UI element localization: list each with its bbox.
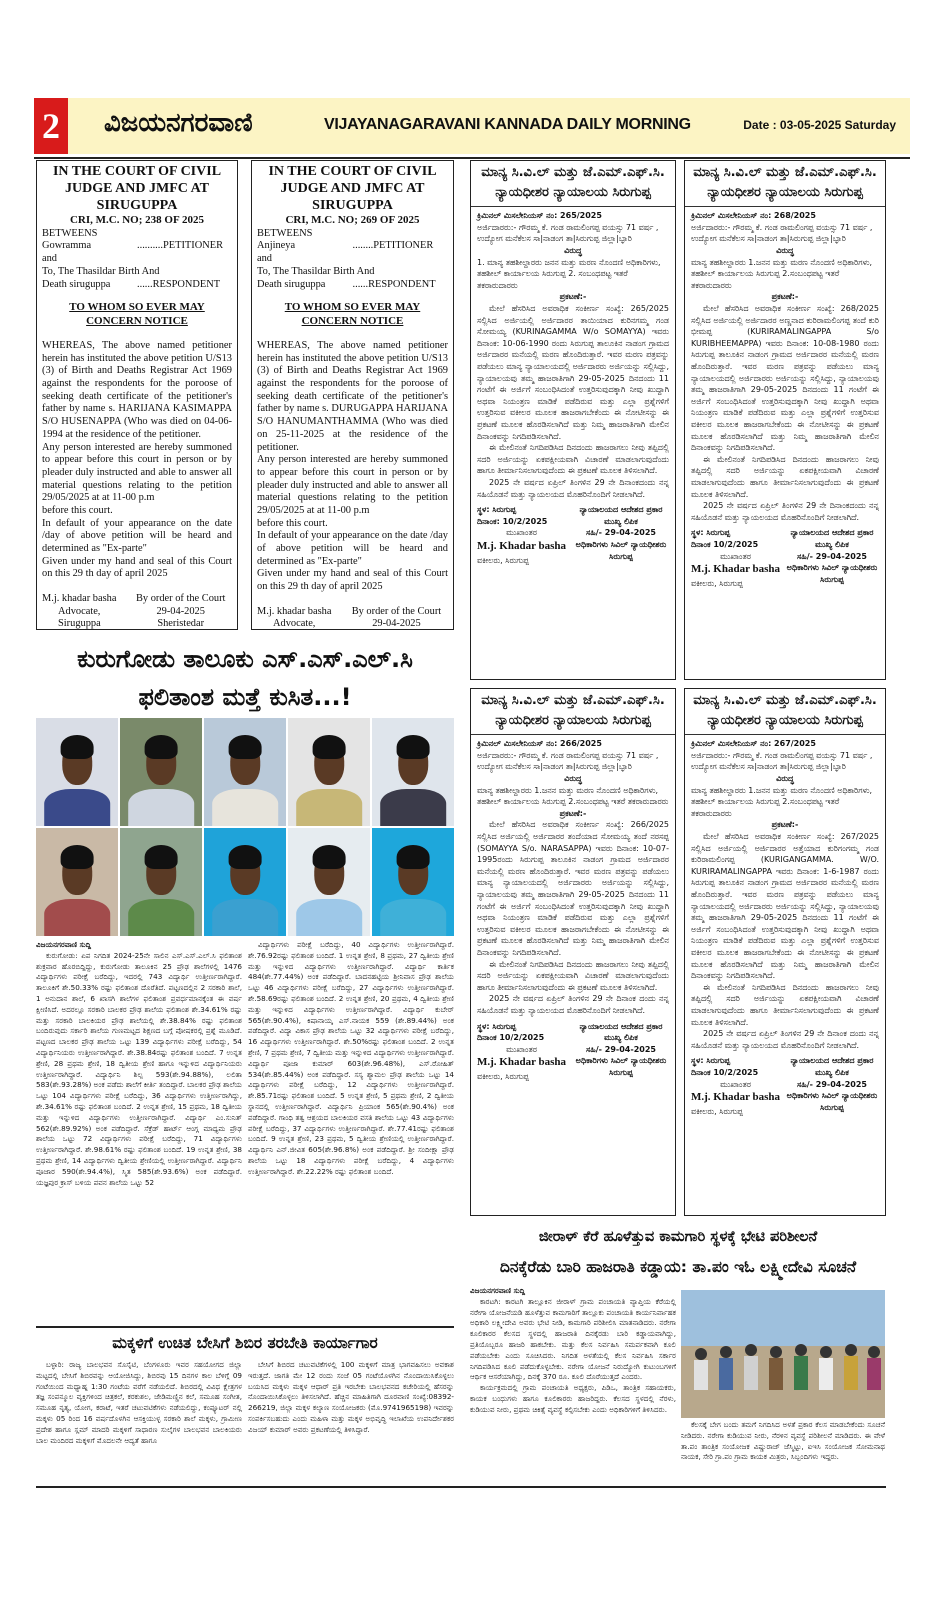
sslc-article: [36, 940, 454, 1324]
divider: [36, 1326, 454, 1328]
lake-article-text: ಕಾರಟಗಿ: ಕಾರಟಗಿ ತಾಲ್ಲೂಕಿನ ಜೀರಾಳ್ ಗ್ರಾಮ ಪಂಚಾಯತಿ ವ್ಯಾಪ್ತಿಯ ಕೆರೆಯಲ್ಲಿ ನರೇಗಾ ಯೋಜನೆಯಡಿ ಹೂಳೆತ್ತುವ ಕಾಮಗಾರಿಗೆ ತಾಲ್ಲೂಕು ಪಂಚಾಯತಿ ಕಾರ್ಯನಿರ್ವಾಹಕ ಅಧಿಕಾರಿ ಲಕ್ಷ್ಮೀದೇವಿ ಅವರು ಭೇಟಿ ನೀಡಿ, ಕಾಮಗಾರಿ ಪರಿಶೀಲಿಸಿ ಮಾತನಾಡಿದರು. ನರೇಗಾ ಕೂಲಿಕಾರರ ಕೆಲಸದ ಸ್ಥಳದಲ್ಲಿ ಹಾಜರಾತಿ ದಿನಕ್ಕೆರಡು ಬಾರಿ ಕಡ್ಡಾಯವಾಗಿದ್ದು, ಪ್ರತಿಯೊಬ್ಬರೂ ಹಾಜರಿ ಹಾಕಬೇಕು. ಮತ್ತು ಕೆಲಸ ನಿರ್ವಹಿಸಿ ಸಮರ್ಪಕವಾಗಿ ಕೂಲಿ ಪಡೆಯಬೇಕು ಎಂದು ಸೂಚಿಸಿದರು. ನಿಗದಿತ ಅಳತೆಯಲ್ಲಿ ಕೆಲಸ ನಿರ್ವಹಿಸಿ ಸರ್ಕಾರ ನಿಗದಿಪಡಿಸಿದ ಕೂಲಿ ಪಡೆದುಕೊಳ್ಳಬೇಕು. ನರೇಗಾ ಯೋಜನೆ ನಿರುದ್ಯೋಗಿ ಕುಟುಂಬಗಳಿಗೆ ಆರ್ಥಿಕ ಆಸರೆಯಾಗಿದ್ದು, ದಿನಕ್ಕೆ 370 ರೂ. ಕೂಲಿ ದೊರೆಯುತ್ತದೆ ಎಂದರು.: [470, 1296, 676, 1382]
lake-inspection-photo: [681, 1290, 885, 1418]
notice-versus: ವಿರುದ್ಧ: [564, 774, 582, 784]
notice-applicant: ಅರ್ಜಿದಾರರು:- ಗೌರಮ್ಮ ಕೆ. ಗಂಡ ರಾಮಲಿಂಗಪ್ಪ ವಯಸ್ಸು 71 ವರ್ಷ , ಉದ್ಯೋಗ ಮನೆಕೆಲಸ ಸಾ|ನಾಡಂಗ ತಾ|ಸಿರುಗುಪ್ಪ ಜಿಲ್ಲಾ|ಬ್ಳಾರಿ: [691, 222, 873, 244]
student-hair: [61, 735, 94, 759]
notice-label: ಪ್ರಕಟಣೆ:-: [559, 808, 587, 818]
notice-date: ದಿನಾಂಕ 10/2/2025: [477, 1033, 545, 1043]
notice-body: before this court.: [257, 517, 328, 529]
camp-article-col1: [36, 1360, 242, 1480]
notice-paragraph: 2025 ನೇ ವರ್ಷದ ಏಪ್ರಿಲ್ ತಿಂಗಳಿನ 29 ನೇ ದಿನಾಂಕ ದಂದು ನನ್ನ ಸಹಿಯೊಡನೆ ಮತ್ತು ನ್ಯಾಯಲಯದ ಮೊಹರಿನೊಂದಿಗೆ ನೀಡಲಾಗಿದೆ.: [691, 1029, 879, 1050]
sslc-article-text: ವಿದ್ಯಾರ್ಥಿಗಳು ಪರೀಕ್ಷೆ ಬರೆದಿದ್ದು, 40 ವಿದ್ಯಾರ್ಥಿಗಳು ಉತ್ತೀರ್ಣರಾಗಿದ್ದಾರೆ. ಶೇ.76.92ರಷ್ಟು ಫಲಿತಾಂಶ ಬಂದಿದೆ. 1 ಉನ್ನತ ಶ್ರೇಣಿ, 8 ಪ್ರಥಮ, 27 ದ್ವಿತೀಯ ಶ್ರೇಣಿ ಮತ್ತು ಇನ್ನುಳಿದ ವಿದ್ಯಾರ್ಥಿಗಳು ಉತ್ತೀರ್ಣರಾಗಿದ್ದಾರೆ. ವಿದ್ಯಾರ್ಥಿ ಕಾರ್ತಿಕ 484(ಶೇ.77.44%) ಅಂಕ ಪಡೆದಿದ್ದಾರೆ. ಬಾದನಹಟ್ಟಿಯ ಶ್ರೀನಿವಾಸ ಪ್ರೌಢ ಶಾಲೆಯ ಒಟ್ಟು 46 ವಿದ್ಯಾರ್ಥಿಗಳು ಪರೀಕ್ಷೆ ಬರೆದಿದ್ದು, 27 ವಿದ್ಯಾರ್ಥಿಗಳು ಉತ್ತೀರ್ಣರಾಗಿದ್ದಾರೆ. ಶೇ.58.69ರಷ್ಟು ಫಲಿತಾಂಶ ಬಂದಿದೆ. 2 ಉನ್ನತ ಶ್ರೇಣಿ, 20 ಪ್ರಥಮ, 4 ದ್ವಿತೀಯ ಶ್ರೇಣಿ ಮತ್ತು ಇನ್ನುಳಿದ ವಿದ್ಯಾರ್ಥಿಗಳು ಉತ್ತೀರ್ಣರಾಗಿದ್ದಾರೆ. ವಿದ್ಯಾರ್ಥಿ ಕುಬೇರ್ 565(ಶೇ.90.4%), ಕಿಷಾನಾಯ್ಕ ಎಸ್.ನಾಯಕ 559 (ಶೇ.89.44%) ಅಂಕ ಪಡೆದಿದ್ದಾರೆ. ವಿದ್ಯಾ ವಿಕಾಸ ಪ್ರೌಢ ಶಾಲೆಯ ಒಟ್ಟು 32 ವಿದ್ಯಾರ್ಥಿಗಳು ಪರೀಕ್ಷೆ ಬರೆದಿದ್ದು, 16 ವಿದ್ಯಾರ್ಥಿಗಳು ಉತ್ತೀರ್ಣರಾಗಿದ್ದಾರೆ. ಶೇ.50%ರಷ್ಟು ಫಲಿತಾಂಶ ಬಂದಿದೆ. 2 ಉನ್ನತ ಶ್ರೇಣಿ, 7 ಪ್ರಥಮ ಶ್ರೇಣಿ, 7 ದ್ವಿತೀಯ ಮತ್ತು ಇನ್ನುಳಿದ ವಿದ್ಯಾರ್ಥಿಗಳು ಉತ್ತೀರ್ಣರಾಗಿದ್ದಾರೆ. ವಿದ್ಯಾರ್ಥಿ ಪೂಜಾ ಕುಮಾರ್ 603(ಶೇ.96.48%), ಎಸ್.ರೋಹಿತ್ 534(ಶೇ.85.44%) ಅಂಕ ಪಡೆದಿದ್ದಾರೆ. ಸಸ್ಯ ಶ್ಯಾಮಲ ಪ್ರೌಢ ಶಾಲೆಯ ಒಟ್ಟು 14 ವಿದ್ಯಾರ್ಥಿಗಳು ಪರೀಕ್ಷೆ ಬರೆದಿದ್ದು, 12 ವಿದ್ಯಾರ್ಥಿಗಳು ಉತ್ತೀರ್ಣರಾಗಿದ್ದಾರೆ. ಶೇ.85.71ರಷ್ಟು ಫಲಿತಾಂಶ ಬಂದಿದೆ. 5 ಉನ್ನತ ಶ್ರೇಣಿ, 5 ಪ್ರಥಮ ಶ್ರೇಣಿ, 2 ದ್ವಿತೀಯ ಸ್ಥಾನದಲ್ಲಿ ಉತ್ತೀರ್ಣರಾಗಿದ್ದಾರೆ. ವಿದ್ಯಾರ್ಥಿನಿ ಪ್ರಿಯಾಂಕ 565(ಶೇ.90.4%) ಅಂಕ ಪಡೆದಿದ್ದಾರೆ. ಗಾಂಧಿ ತತ್ವ ಆಶ್ರಯದ ಬಾಲಕಿಯರ ವಸತಿ ಶಾಲೆಯ ಒಟ್ಟು 43 ವಿದ್ಯಾರ್ಥಿಗಳು ಪರೀಕ್ಷೆ ಬರೆದಿದ್ದು, 37 ವಿದ್ಯಾರ್ಥಿಗಳು ಉತ್ತೀರ್ಣರಾಗಿದ್ದಾರೆ. ಶೇ.77.41ರಷ್ಟು ಫಲಿತಾಂಶ ಬಂದಿದೆ. 9 ಉನ್ನತ ಶ್ರೇಣಿ, 23 ಪ್ರಥಮ, 5 ದ್ವಿತೀಯ ಶ್ರೇಣಿಯಲ್ಲಿ ಉತ್ತೀರ್ಣರಾಗಿದ್ದಾರೆ. ವಿದ್ಯಾರ್ಥಿನಿ ಎನ್.ಜೀವಿತ 605(ಶೇ.96.8%) ಅಂಕ ಪಡೆದಿದ್ದಾರೆ. ಶ್ರೀ ಸಂದೀಕ್ಷಾ ಪ್ರೌಢ ಶಾಲೆಯ ಒಟ್ಟು 18 ವಿದ್ಯಾರ್ಥಿಗಳು ಪರೀಕ್ಷೆ ಬರೆದಿದ್ದು, 4 ವಿದ್ಯಾರ್ಥಿಗಳು ಉತ್ತೀರ್ಣರಾಗಿದ್ದಾರೆ. ಶೇ.22.22% ರಷ್ಟು ಫಲಿತಾಂಶ ಬಂದಿದೆ.: [248, 940, 454, 1176]
advocate-name: M.j. Khadar basha: [477, 539, 567, 552]
notice-label: ಪ್ರಕಟಣೆ:-: [771, 292, 799, 302]
order-date: 29-04-2025: [156, 605, 205, 617]
to-whom-heading: TO WHOM SO EVER MAY CONCERN NOTICE: [284, 301, 421, 327]
notice-paragraph: ಈ ಮೇಲಿನಂತೆ ನಿಗದಿಪಡಿಸಿದ ದಿನದಂದು ಹಾಜರಾಗಲು ನೀವು ತಪ್ಪಿದಲ್ಲಿ ಸದರಿ ಅರ್ಜಿಯನ್ನು ಏಕಪಕ್ಷೀಯವಾಗಿ ವಿಚಾರಣೆ ಮಾಡಲಾಗುವುದೆಂದು ಹಾಗೂ ತೀರ್ಮಾನಿಸಲಾಗುವುದೆಂದು ಈ ಪ್ರಕಟಣೆ ಮೂಲಕ ತಿಳಿಸಲಾಗಿದೆ.: [691, 454, 879, 499]
student-shirt: [128, 899, 194, 936]
by-order: By order of the Court: [135, 593, 226, 605]
notice-date: ದಿನಾಂಕ 10/2/2025: [691, 539, 759, 549]
student-photo: [204, 718, 286, 826]
student-photo-grid: [36, 718, 454, 936]
notice-betweens: BETWEENS: [42, 227, 98, 239]
officer: ಅಧಿಕಾರಿಗಳು ಸಿವಿಲ್ ನ್ಯಾಯಧೀಶರು ಸಿರುಗುಪ್ಪ: [786, 563, 878, 584]
advocate-name: M.j. Khadar basha: [691, 1091, 781, 1104]
notice-body: In default of your appearance on the date /day of above petition will be heard and determined as "Ex-parte": [257, 530, 448, 567]
masthead: [34, 98, 910, 154]
notice-footer: [691, 527, 879, 589]
petitioner-role: ........PETITIONER: [352, 240, 434, 252]
sslc-headline-line1: ಕುರುಗೋಡು ತಾಲೂಕು ಎಸ್.ಎಸ್.ಎಲ್.ಸಿ: [77, 645, 413, 673]
notice-place: ಸ್ಥಳ: ಸಿರುಗುಪ್ಪ: [477, 1021, 517, 1031]
student-photo: [372, 718, 454, 826]
lake-headline: [470, 1222, 886, 1282]
signed-date: ಸಹಿ/- 29-04-2025: [586, 528, 656, 538]
by-order: By order of the Court: [351, 605, 442, 617]
by-order: ನ್ಯಾಯಾಲಯದ ಆದೇಶದ ಪ್ರಕಾರ: [579, 505, 663, 515]
clerk: ಮುಖ್ಯ ಲಿಪಿಕ: [815, 1067, 849, 1077]
clerk: ಮುಖ್ಯ ಲಿಪಿಕ: [815, 539, 849, 549]
notice-respondents: ಮಾನ್ಯ ತಹಶೀಲ್ದಾರರು 1.ಜನನ ಮತ್ತು ಮರಣ ನೊಂದಣಿ ಅಧಿಕಾರಿಗಳು, ತಹಶೀಲ್ ಕಾರ್ಯಾಲಯ ಸಿರುಗುಪ್ಪ 2.ಸಂಬಂಧಪಟ್ಟ ಇತರೆ ತಕರಾರುದಾರರು: [691, 785, 873, 818]
clerk: ಮುಖ್ಯ ಲಿಪಿಕ: [604, 516, 638, 526]
notice-court: IN THE COURT OF CIVIL JUDGE AND JMFC AT SIRUGUPPA: [268, 164, 437, 213]
notice-body: WHEREAS, The above named petitioner herein has instituted the above petition U/S13 (3) of Birth and Deaths Registrar Act 1969 against the respondents for the poroose of seeking death certificate of the petitioner's father by name s. HARIJANA KASIMAPPA S/O HUSENAPPA (Who was died on 04-06-1994 at the residence of the petitioner.: [42, 340, 232, 440]
court-notice-269: [251, 160, 454, 630]
notice-and: and: [257, 253, 273, 265]
student-photo: [288, 718, 370, 826]
by-order: ನ್ಯಾಯಾಲಯದ ಆದೇಶದ ಪ್ರಕಾರ: [790, 1056, 874, 1066]
notice-case-no: ಕ್ರಿಮಿನಲ್ ಮಿಸಲೇನಿಯಸ್ ನಂ: 265/2025: [477, 211, 602, 221]
notice-paragraph: ಮೇಲೆ ಹೆಸರಿಸಿದ ಅವರಾಧಿಕ ಸಂಕೀರ್ಣ ಸಂಖ್ಯೆ: 268/2025 ಸಲ್ಲಿಸಿದ ಅರ್ಜಿಯಲ್ಲಿ ಅರ್ಜಿದಾರರ ಅಣ್ಣನಾದ ಕುರಿರಾಮಲಿಂಗಪ್ಪ ತಂದೆ ಕುರಿ ಭೀಮಪ್ಪ (KURIRAMALINGAPPA S/o KURIBHEEMAPPA) ಇವರು ದಿನಾಂಕ: 10-08-1980 ರಂದು ಸಿರುಗುಪ್ಪ ತಾಲೂಕಿನ ನಾಡಂಗ ಗ್ರಾಮದ ಅರ್ಜಿದಾರರ ಮನೆಯಲ್ಲಿ ಮರಣ ಹೊಂದಿರುತ್ತಾರೆ. ಇವರ ಮರಣ ಪತ್ರವನ್ನು ಪಡೆಯಲು ಮಾನ್ಯ ನ್ಯಾಯಾಲಯದಲ್ಲಿ ಅರ್ಜಿದಾರರು ಅರ್ಜಿಯನ್ನು ಸಲ್ಲಿಸಿದ್ದು, ನ್ಯಾಯಾಲಯವು ತಮ್ಮ ಹಾಜರಾತಿಗಾಗಿ 29-05-2025 ದಿನದಂದು 11 ಗಂಟೆಗೆ ಈ ಅರ್ಜಿಗೆ ಸಂಬಂಧಿಸಿದಂತೆ ಉತ್ತರಿಸುವುದಕ್ಕಾಗಿ ನೀವು ಖುದ್ದಾಗಿ ಅಥವಾ ನಿಯಂತ್ರಣ ಮಾಡಿಕೆ ಪಡೆದಿರುವ ಮತ್ತು ಎಲ್ಲಾ ಪ್ರಶ್ನೆಗಳಿಗೆ ಉತ್ತರಿಸುವ ವಕೀಲರ ಮೂಲಕ ಹಾಜರಾಗಬೇಕೆಂದು ಈ ನೋಟೀಸನ್ನು ಈ ಪ್ರಕಟಣೆ ಮೂಲಕ ಹೊರಡಿಸಲಾಗಿದೆ ಮತ್ತು ನಿಮ್ಮ ಹಾಜರಾತಿಗಾಗಿ ಮೇಲಿನ ದಿನಾಂಕವನ್ನು ನಿಗದಿಪಡಿಸಲಾಗಿದೆ.: [691, 304, 879, 453]
by-order: ನ್ಯಾಯಾಲಯದ ಆದೇಶದ ಪ್ರಕಾರ: [790, 528, 874, 538]
page-number: 2: [34, 98, 68, 154]
to-whom-heading: TO WHOM SO EVER MAY CONCERN NOTICE: [69, 301, 205, 327]
student-hair: [313, 735, 346, 759]
petitioner-name: Anjineya: [257, 240, 296, 252]
student-shirt: [212, 789, 278, 826]
student-shirt: [44, 789, 110, 826]
officer: ಅಧಿಕಾರಿಗಳು ಸಿವಿಲ್ ನ್ಯಾಯಧೀಶರು ಸಿರುಗುಪ್ಪ: [575, 539, 667, 561]
notice-paragraph: 2025 ನೇ ವರ್ಷದ ಏಪ್ರಿಲ್ ತಿಂಗಳಿನ 29 ನೇ ದಿನಾಂಕದಂದು ನನ್ನ ಸಹಿಯೊಡನೆ ಮತ್ತು ನ್ಯಾಯಲಯದ ಮೊಹರಿನೊಂದಿಗೆ ನೀಡಲಾಗಿದೆ.: [477, 477, 669, 499]
student-hair: [313, 845, 346, 869]
notice-court: ಮಾನ್ಯ ಸಿ.ವಿ.ಲ್ ಮತ್ತು ಜೆ.ಎಮ್.ಎಫ್.ಸಿ. ನ್ಯಾಯಧೀಶರ ನ್ಯಾಯಾಲಯ ಸಿರುಗುಪ್ಪ: [471, 691, 675, 735]
notice-and: and: [42, 253, 58, 265]
notice-court: IN THE COURT OF CIVIL JUDGE AND JMFC AT SIRUGUPPA: [52, 164, 222, 213]
camp-article-text: ಬಳ್ಳಾರಿ: ರಾಜ್ಯ ಬಾಲಭವನ ಸೊಸೈಟಿ, ಬೆಂಗಳೂರು ಇವರ ಸಹಯೋಗದ ಜಿಲ್ಲಾ ಮಟ್ಟದಲ್ಲಿ ಬೇಸಿಗೆ ಶಿಬಿರವನ್ನು ಆಯೋಜಿಸಿದ್ದು, ಶಿಬಿರವು 15 ದಿನಗಳ ಕಾಲ ಬೆಳಿಗ್ಗೆ 09 ಗಂಟೆಯಿಂದ ಮಧ್ಯಾಹ್ನ 1:30 ಗಂಟೆಯ ವರೆಗೆ ನಡೆಯಲಿದೆ. ಶಿಬಿರದಲ್ಲಿ ವಿವಿಧ ಕ್ಷೇತ್ರಗಳ ತಜ್ಞ ಸಂಪನ್ಮೂಲ ವ್ಯಕ್ತಿಗಳಿಂದ ಚಿತ್ರಕಲೆ, ಕರಕುಶಲ, ಜೇಡಿಮಣ್ಣಿನ ಕಲೆ, ಸಮೂಹ ಸಂಗೀತ, ಸಮೂಹ ನೃತ್ಯ, ಯೋಗ, ಕರಾಟೆ, ಇತರೆ ಚಟುವಟಿಕೆಗಳು ನಡೆಯಲಿದ್ದು, ಕಂಪ್ಯೂಟರ್ ನಲ್ಲಿ ಮಕ್ಕಳು 05 ರಿಂದ 16 ವರ್ಷದೊಳಗಿನ ಆಸಕ್ತಿಯುಳ್ಳ ಸರಕಾರಿ ಶಾಲೆ ಮಕ್ಕಳು, ಗ್ರಾಮೀಣ ಪ್ರದೇಶ ಹಾಗೂ ಸ್ಲಮ್ ಮಾದರಿ ಮಕ್ಕಳಿಗೆ ಸಾಧಾರಣ ಸುಲ್ಕೆಗಳ ಬಾಲಭವನ ಬಾಲಕಿಯರು ಬಾಲ ಮಂದಿರದ ಮಕ್ಕಳಿಗೆ ಮೊದಲನೇ ಆದ್ಯತೆ ಹಾಗೂ: [36, 1360, 242, 1445]
photo-placeholder: [681, 1290, 885, 1418]
notice-label: ಪ್ರಕಟಣೆ:-: [559, 292, 587, 302]
advocate-place: ವಕೀಲರು, ಸಿರುಗುಪ್ಪ: [477, 1072, 529, 1082]
paper-title-kannada: ವಿಜಯನಗರವಾಣಿ: [104, 108, 253, 138]
paper-name-en: VIJAYANAGARAVANI: [324, 116, 481, 133]
camp-headline: ಮಕ್ಕಳಿಗೆ ಉಚಿತ ಬೇಸಿಗೆ ಶಿಬಿರ ತರಬೇತಿ ಕಾರ್ಯಾಗಾರ: [112, 1334, 378, 1352]
student-photo: [36, 828, 118, 936]
advocate-place: ವಕೀಲರು, ಸಿರುಗುಪ್ಪ: [477, 555, 529, 565]
student-photo: [120, 718, 202, 826]
notice-paragraph: 2025 ನೇ ವರ್ಷದ ಏಪ್ರಿಲ್ ತಿಂಗಳಿನ 29 ನೇ ದಿನಾಂಕದಂದು ನನ್ನ ಸಹಿಯೊಡನೆ ಮತ್ತು ನ್ಯಾಯಲಯದ ಮೊಹರಿನೊಂದಿಗೆ ನೀಡಲಾಗಿದೆ.: [691, 501, 879, 522]
advocate-place: Siruguppa: [58, 618, 101, 630]
student-photo: [372, 828, 454, 936]
notice-paragraph: ಮೇಲೆ ಹೆಸರಿಸಿದ ಅವರಾಧಿಕ ಸಂಕೀರ್ಣ ಸಂಖ್ಯೆ: 267/2025 ಸಲ್ಲಿಸಿದ ಅರ್ಜಿಯಲ್ಲಿ ಅರ್ಜಿದಾರರ ಅತ್ತೆಯಾದ ಕುರಿಗಂಗಮ್ಮ ಗಂಡ ಕುರಿರಾಮಲಿಂಗಪ್ಪ (KURIGANGAMMA. W/O. KURIRAMALINGAPPA ಇವರು ದಿನಾಂಕ: 1-6-1987 ರಂದು ಸಿರುಗುಪ್ಪ ತಾಲೂಕಿನ ನಾಡಂಗ ಗ್ರಾಮದ ಅರ್ಜಿದಾರರ ಮನೆಯಲ್ಲಿ ಮರಣ ಹೊಂದಿರುತ್ತಾರೆ. ಇವರ ಮರಣ ಪತ್ರವನ್ನು ಪಡೆಯಲು ಮಾನ್ಯ ನ್ಯಾಯಾಲಯದಲ್ಲಿ ಅರ್ಜಿದಾರರು ಅರ್ಜಿಯನ್ನು ಸಲ್ಲಿಸಿದ್ದು, ನ್ಯಾಯಾಲಯವು ತಮ್ಮ ಹಾಜರಾತಿಗಾಗಿ 29-05-2025 ದಿನದಂದು 11 ಗಂಟೆಗೆ ಈ ಅರ್ಜಿಗೆ ಸಂಬಂಧಿಸಿದಂತೆ ಉತ್ತರಿಸುವುದಕ್ಕಾಗಿ ನೀವು ಖುದ್ದಾಗಿ ಅಥವಾ ನಿಯಂತ್ರಣ ಮಾಡಿಕೆ ಪಡೆದಿರುವ ಮತ್ತು ಎಲ್ಲಾ ಪ್ರಶ್ನೆಗಳಿಗೆ ಉತ್ತರಿಸುವ ವಕೀಲರ ಮೂಲಕ ಹಾಜರಾಗಬೇಕೆಂದು ಈ ನೋಟೀಸನ್ನು ಈ ಪ್ರಕಟಣೆ ಮೂಲಕ ಹೊರಡಿಸಲಾಗಿದೆ ಮತ್ತು ನಿಮ್ಮ ಹಾಜರಾತಿಗಾಗಿ ಮೇಲಿನ ದಿನಾಂಕವನ್ನು ನಿಗದಿಪಡಿಸಲಾಗಿದೆ.: [691, 832, 879, 981]
notice-paragraph: 2025 ನೇ ವರ್ಷದ ಏಪ್ರಿಲ್ ತಿಂಗಳಿನ 29 ನೇ ದಿನಾಂಕ ದಂದು ನನ್ನ ಸಹಿಯೊಡನೆ ಮತ್ತು ನ್ಯಾಯಲಯದ ಮೊಹರಿನೊಂದಿಗೆ ನೀಡಲಾಗಿದೆ.: [477, 994, 669, 1015]
respondent-name: Death siruguppa: [42, 278, 111, 290]
advocate-title: Advocate,: [58, 605, 101, 617]
notice-respondent: [257, 279, 448, 292]
notice-footer: [477, 1021, 669, 1083]
notice-body: before this court.: [42, 504, 113, 516]
notice-applicant: ಅರ್ಜಿದಾರರು:- ಗೌರಮ್ಮ ಕೆ. ಗಂಡ ರಾಮಲಿಂಗಪ್ಪ ವಯಸ್ಸು 71 ವರ್ಷ , ಉದ್ಯೋಗ ಮನೆಕೆಲಸ ಸಾ|ನಾಡಂಗ ತಾ|ಸಿರುಗುಪ್ಪ ಜಿಲ್ಲಾ|ಬ್ಳಾರಿ: [477, 222, 659, 244]
lake-article-text: ಕಾರ್ಯಕ್ರಮದಲ್ಲಿ ಗ್ರಾಮ ಪಂಚಾಯತಿ ಅಧ್ಯಕ್ಷರು, ಪಿಡಿಒ, ತಾಂತ್ರಿಕ ಸಹಾಯಕರು, ಕಾಯಕ ಬಂಧುಗಳು ಹಾಗೂ ಕೂಲಿಕಾರರು ಹಾಜರಿದ್ದರು. ಕೆಲಸದ ಸ್ಥಳದಲ್ಲಿ ನೆರಳು, ಕುಡಿಯುವ ನೀರು, ಪ್ರಥಮ ಚಿಕಿತ್ಸೆ ವ್ಯವಸ್ಥೆ ಕಲ್ಪಿಸಬೇಕು ಎಂದು ಅಧಿಕಾರಿಗಳಿಗೆ ತಿಳಿಸಿದರು.: [470, 1383, 676, 1414]
notice-case-no: CRI, M.C. NO; 238 OF 2025: [69, 214, 205, 227]
notice-body: Any person interested are hereby summoned to appear before this court in person or by pleader duly instructed and able to answer all material questions relating to the petition 29/05/2025 at at 11-00 p.m: [42, 441, 232, 504]
student-shirt: [380, 899, 446, 936]
notice-footer: [691, 1055, 879, 1117]
notice-paragraph: ಈ ಮೇಲಿನಂತೆ ನಿಗದಿಪಡಿಸಿದ ದಿನದಂದು ಹಾಜರಾಗಲು ನೀವು ತಪ್ಪಿದಲ್ಲಿ ಸದರಿ ಅರ್ಜಿಯನ್ನು ಏಕಪಕ್ಷೀಯವಾಗಿ ವಿಚಾರಣೆ ಮಾಡಲಾಗುವುದೆಂದು ಹಾಗೂ ತೀರ್ಮಾನಿಸಲಾಗುವುದೆಂದು ಈ ಪ್ರಕಟಣೆ ಮೂಲಕ ತಿಳಿಸಲಾಗಿದೆ.: [691, 982, 879, 1027]
petitioner-name: Gowramma: [42, 240, 92, 252]
notice-place: ಸ್ಥಳ: ಸಿರುಗುಪ್ಪ: [477, 505, 517, 515]
student-shirt: [128, 789, 194, 826]
advocate-place: ವಕೀಲರು, ಸಿರುಗುಪ್ಪ: [691, 579, 743, 589]
student-hair: [61, 845, 94, 869]
lake-photo-caption: [681, 1420, 885, 1480]
notice-footer: [477, 504, 669, 566]
notice-signatures: [257, 606, 448, 630]
notice-petitioner: [42, 240, 232, 253]
notice-date: ದಿನಾಂಕ: 10/2/2025: [477, 516, 548, 526]
notice-through: ಮುಖಾಂತರ: [720, 1079, 751, 1089]
student-photo: [120, 828, 202, 936]
notice-court: ಮಾನ್ಯ ಸಿ.ವಿ.ಲ್ ಮತ್ತು ಜೆ.ಎಮ್.ಎಫ್.ಸಿ. ನ್ಯಾಯಧೀಶರ ನ್ಯಾಯಾಲಯ ಸಿರುಗುಪ್ಪ: [471, 163, 675, 207]
notice-case-no: ಕ್ರಿಮಿನಲ್ ಮಿಸಲೇನಿಯಸ್ ನಂ: 268/2025: [691, 211, 816, 221]
notice-body: In default of your appearance on the date /day of above petition will be heard and determined as "Ex-parte": [42, 517, 232, 555]
lake-article: [470, 1286, 676, 1480]
notice-label: ಪ್ರಕಟಣೆ:-: [771, 820, 799, 830]
sheristedar: Sheristedar: [157, 618, 205, 630]
page-bottom-rule: [36, 1486, 886, 1488]
clerk: ಮುಖ್ಯ ಲಿಪಿಕ: [604, 1033, 638, 1043]
notice-applicant: ಅರ್ಜಿದಾರರು:- ಗೌರಮ್ಮ ಕೆ. ಗಂಡ ರಾಮಲಿಂಗಪ್ಪ ವಯಸ್ಸು 71 ವರ್ಷ , ಉದ್ಯೋಗ ಮನೆಕೆಲಸ ಸಾ|ನಾಡಂಗ ತಾ|ಸಿರುಗುಪ್ಪ ಜಿಲ್ಲಾ|ಬ್ಳಾರಿ: [691, 750, 873, 772]
notice-respondents: ಮಾನ್ಯ ತಹಶೀಲ್ದಾರರು 1.ಜನನ ಮತ್ತು ಮರಣ ನೊಂದಣಿ ಅಧಿಕಾರಿಗಳು, ತಹಶೀಲ್ ಕಾರ್ಯಾಲಯ ಸಿರುಗುಪ್ಪ 2.ಸಂಬಂಧಪಟ್ಟ ಇತರೆ ತಕರಾರುದಾರರು: [691, 257, 873, 290]
notice-paragraph: ಈ ಮೇಲಿನಂತೆ ನಿಗದಿಪಡಿಸಿದ ದಿನದಂದು ಹಾಜರಾಗಲು ನೀವು ತಪ್ಪಿದಲ್ಲಿ ಸದರಿ ಅರ್ಜಿಯನ್ನು ಏಕಪಕ್ಷೀಯವಾಗಿ ವಿಚಾರಣೆ ಮಾಡಲಾಗುವುದೆಂದು ಹಾಗೂ ತೀರ್ಮಾನಿಸಲಾಗುವುದೆಂದು ಈ ಪ್ರಕಟಣೆ ಮೂಲಕ ತಿಳಿಸಲಾಗಿದೆ.: [477, 443, 669, 476]
paper-title-english: [324, 116, 691, 134]
masthead-rule: [34, 157, 910, 159]
lake-headline-line2: ದಿನಕ್ಕೆರೆಡು ಬಾರಿ ಹಾಜರಾತಿ ಕಡ್ಡಾಯ: ತಾ.ಪಂ ಇಓ ಲಕ್ಷ್ಮೀದೇವಿ ಸೂಚನೆ: [499, 1258, 857, 1276]
advocate-name: M.j. Khadar basha: [477, 1056, 567, 1069]
notice-court: ಮಾನ್ಯ ಸಿ.ವಿ.ಲ್ ಮತ್ತು ಜೆ.ಎಮ್.ಎಫ್.ಸಿ. ನ್ಯಾಯಧೀಶರ ನ್ಯಾಯಾಲಯ ಸಿರುಗುಪ್ಪ: [685, 163, 885, 207]
respondent-role: ......RESPONDENT: [137, 278, 221, 290]
notice-versus: ವಿರುದ್ಧ: [776, 774, 794, 784]
student-hair: [145, 845, 178, 869]
kannada-court-notice-266: [470, 688, 676, 1216]
notice-betweens: BETWEENS: [257, 227, 313, 239]
notice-place: ಸ್ಥಳ: ಸಿರುಗುಪ್ಪ: [691, 528, 731, 538]
notice-versus: ವಿರುದ್ಧ: [564, 246, 582, 256]
court-notice-238: [36, 160, 238, 630]
student-hair: [229, 735, 262, 759]
student-hair: [397, 845, 430, 869]
officer: ಅಧಿಕಾರಿಗಳು ಸಿವಿಲ್ ನ್ಯಾಯಧೀಶರು ಸಿರುಗುಪ್ಪ: [575, 1056, 667, 1077]
student-hair: [397, 735, 430, 759]
sslc-byline: ವಿಜಯನಗರವಾಣಿ ಸುದ್ದಿ: [36, 940, 91, 949]
notice-through: ಮುಖಾಂತರ: [506, 1044, 537, 1054]
camp-article-text: ಬೇಸಿಗೆ ಶಿಬಿರದ ಚಟುವಟಿಕೆಗಳಲ್ಲಿ 100 ಮಕ್ಕಳಿಗೆ ಮಾತ್ರ ಭಾಗವಹಿಸಲು ಅವಕಾಶ ಇರುತ್ತದೆ. ಜಾಗತಿ ಮೇ 12 ರಂದು ಸಂಜೆ 05 ಗಂಟೆಯೊಳಗಿನ ನೊಂದಾಯಿಸಿಕೊಳ್ಳಲು ಬಯಸಿದ ಮಕ್ಕಳು ಮಕ್ಕಳ ಆಧಾರ್ ಪ್ರತಿ ಇರಬೇಕು ಬಾಲಭವನದ ಕಚೇರಿಯಲ್ಲಿ ಹೆಸರನ್ನು ನೊಂದಾಯಿಸಿಕೊಳ್ಳಲು ತಿಳಿಸಲಾಗಿದೆ. ಹೆಚ್ಚಿನ ಮಾಹಿತಿಗಾಗಿ ದೂರವಾಣಿ ಸಂಖ್ಯೆ:08392-266219, ಜಿಲ್ಲಾ ಮಕ್ಕಳ ಕಲ್ಯಾಣ ಸಂಯೋಜಕರು (ಮೊ.9741965198) ಇವರನ್ನು ಸಂಪರ್ಕಿಸಬಹುದು ಎಂದು ಮಹಿಳಾ ಮತ್ತು ಮಕ್ಕಳ ಅಭಿವೃದ್ಧಿ ಇಲಾಖೆಯ ಉಪನಿರ್ದೇಶಕರ ವಿಜಯ್ ಕುಮಾರ್ ಅವರು ಪ್ರಕಟಣೆಯಲ್ಲಿ ತಿಳಿಸಿದ್ದಾರೆ.: [248, 1360, 454, 1434]
lake-caption-text: ಕೆಲಸಕ್ಕೆ ಬೇಗ ಬಂದು ತಮಗೆ ನಿಗದಿಸಿದ ಅಳತೆ ಪ್ರಕಾರ ಕೆಲಸ ಮಾಡಬೇಕೆಂದು ಸೂಚನೆ ನೀಡಿದರು. ನರೇಗಾ ಕುಡಿಯುವ ನೀರು, ನೆರಳಿನ ವ್ಯವಸ್ಥೆ ಪರಿಶೀಲನೆ ಮಾಡಿದರು. ಈ ವೇಳೆ ತಾ.ಪಂ ತಾಂತ್ರಿಕ ಸಂಯೋಜಕ ವಿಷ್ಣುರಾಜ್ ಜೆಸ್ಮಿಟ್ಟು, ಐಇಸಿ ಸಂಯೋಜಕ ಸೋಮನಾಥ ನಾಯಕ, ಸೇರಿ ಗ್ರಾ.ಪಂ ಗ್ರಾಮ ಕಾಯಕ ಮಿತ್ರರು, ಸಿಬ್ಬಂದಿಗಳು ಇದ್ದರು.: [681, 1420, 885, 1462]
order-date: 29-04-2025: [372, 618, 421, 630]
issue-date: Date : 03-05-2025 Saturday: [743, 118, 896, 132]
notice-petitioner: [257, 240, 448, 253]
notice-signatures: [42, 593, 232, 630]
notice-case-no: CRI, M.C. NO; 269 OF 2025: [285, 214, 420, 227]
sslc-article-text: ಕುರುಗೋಡು: ಏಪ ನಿಗದಿತ 2024-25ನೇ ಸಾಲಿನ ಎಸ್.ಎಸ್.ಎಲ್.ಸಿ ಫಲಿತಾಂಶ ಶುಕ್ರವಾರ ಹೊರಬಿದ್ದಿದ್ದು, ಕುರುಗೋಡು ತಾಲೂಕಿನ 25 ಪ್ರೌಢ ಶಾಲೆಗಳಲ್ಲಿ 1476 ವಿದ್ಯಾರ್ಥಿಗಳು ಪರೀಕ್ಷೆ ಬರೆದಿದ್ದು, ಇದರಲ್ಲಿ 743 ವಿದ್ಯಾರ್ಥಿ ಉತ್ತೀರ್ಣರಾಗಿದ್ದಾರೆ. ತಾಲೂಕಿಗೆ ಶೇ.50.33% ರಷ್ಟು ಫಲಿತಾಂಶ ದೊರೆತಿದೆ. ಪಟ್ಟಣದಲ್ಲಿನ 2 ಸರಕಾರಿ ಶಾಲೆ, 1 ಅನುದಾನ ಶಾಲೆ, 6 ಖಾಸಗಿ ಶಾಲೆಗಳ ಫಲಿತಾಂಶ ಪ್ರವರ್ಧಮಾನಕ್ಕೆಂತ ಈ ವರ್ಷ ಕ್ಷೀಣಿಸಿದೆ. ಅದರಲ್ಲೂ ಸರಕಾರಿ ಬಾಲಕರ ಪ್ರೌಢ ಶಾಲೆಯ ಫಲಿತಾಂಶ ಶೇ.34.61% ರಷ್ಟು ಮತ್ತು ಸರಕಾರಿ ಬಾಲಕಿಯರ ಪ್ರೌಢ ಶಾಲೆಯಲ್ಲಿ ಶೇ.38.84% ರಷ್ಟು ಫಲಿತಾಂಶ ಬಂದಿರುವುದು ಸರ್ಕಾರಿ ಶಾಲೆಯ ಗುಣಮಟ್ಟದ ಶಿಕ್ಷಣದ ಬಗ್ಗೆ ಪೋಷಕರಲ್ಲಿ ಪ್ರಶ್ನೆ ಮೂಡಿದೆ. ಪಟ್ಟಣದ ಬಾಲಕರ ಪ್ರೌಢ ಶಾಲೆಯ ಒಟ್ಟು 139 ವಿದ್ಯಾರ್ಥಿಗಳು ಪರೀಕ್ಷೆ ಬರೆದಿದ್ದು, 54 ವಿದ್ಯಾರ್ಥಿನಿಯರು ಉತ್ತೀರ್ಣರಾಗಿದ್ದಾರೆ. ಶೇ.38.84ರಷ್ಟು ಫಲಿತಾಂಶ ಬಂದಿದೆ. 7 ಉನ್ನತ ಶ್ರೇಣಿ, 28 ಪ್ರಥಮ ಶ್ರೇಣಿ, 18 ದ್ವಿತೀಯ ಶ್ರೇಣಿ ಹಾಗೂ ಇನ್ನುಳಿದ ವಿದ್ಯಾರ್ಥಿನಿಯರು ಉತ್ತೀರ್ಣರಾಗಿದ್ದಾರೆ. ವಿದ್ಯಾರ್ಥಿನಿ ಶಿಲ್ಪ 593(ಶೇ.94.88%), ಲಲಿತಾ 583(ಶೇ.93.28%) ಅಂಕ ಪಡೆದು ಶಾಲೆಗೆ ಕೀರ್ತಿ ತಂದಿದ್ದಾರೆ. ಬಾಲಕರ ಪ್ರೌಢ ಶಾಲೆಯ ಒಟ್ಟು 104 ವಿದ್ಯಾರ್ಥಿಗಳು ಪರೀಕ್ಷೆ ಬರೆದಿದ್ದು, 36 ವಿದ್ಯಾರ್ಥಿಗಳು ಉತ್ತೀರ್ಣರಾಗಿದ್ದು, ಶೇ.34.61% ರಷ್ಟು ಫಲಿತಾಂಶ ಬಂದಿದೆ. 2 ಉನ್ನತ ಶ್ರೇಣಿ, 15 ಪ್ರಥಮ, 18 ದ್ವಿತೀಯ ಮತ್ತು ಇನ್ನುಳಿದ ವಿದ್ಯಾರ್ಥಿಗಳು ಉತ್ತೀರ್ಣರಾಗಿದ್ದಾರೆ. ವಿದ್ಯಾರ್ಥಿ ಎಂ.ಸುನಿತ್ 562(ಶೇ.89.92%) ಅಂಕ ಪಡೆದಿದ್ದಾರೆ. ಸೆಕ್ರೆಡ್ ಹಾರ್ಟ್ ಆಂಗ್ಲ ಮಾಧ್ಯಮ ಪ್ರೌಢ ಶಾಲೆಯ ಒಟ್ಟು 72 ವಿದ್ಯಾರ್ಥಿಗಳು ಪರೀಕ್ಷೆ ಬರೆದಿದ್ದು, 71 ವಿದ್ಯಾರ್ಥಿಗಳು ಉತ್ತೀರ್ಣರಾಗಿದ್ದಾರೆ. ಶೇ.98.61% ರಷ್ಟು ಫಲಿತಾಂಶ ಬಂದಿದೆ. 19 ಉನ್ನತ ಶ್ರೇಣಿ, 38 ಪ್ರಥಮ ಶ್ರೇಣಿ, 14 ವಿದ್ಯಾರ್ಥಿಗಳು ದ್ವಿತೀಯ ಶ್ರೇಣಿಯಲ್ಲಿ ಉತ್ತೀರ್ಣರಾಗಿದ್ದಾರೆ. ವಿದ್ಯಾರ್ಥಿನಿ ಪೂಜಾರ 590(ಶೇ.94.4%), ಸ್ಮಿತ 585(ಶೇ.93.6%) ಅಂಕ ಪಡೆದಿದ್ದಾರೆ. ಯಜ್ಞಪುರ ಕ್ರಾಸ್ ಬಳಿಯ ಪವನ ಶಾಲೆಯ ಒಟ್ಟು 52: [36, 950, 242, 1187]
signed-date: ಸಹಿ/- 29-04-2025: [797, 1079, 867, 1089]
petitioner-role: ..........PETITIONER: [137, 240, 224, 252]
sslc-headline: [36, 640, 454, 716]
advocate-name: M.j. khadar basha: [42, 593, 117, 605]
advocate-name: M.j. khadar basha: [257, 605, 332, 617]
student-photo: [204, 828, 286, 936]
notice-body: Any person interested are hereby summoned to appear before this court in person or by pleader duly instructed and able to answer all material questions relating to the petition 29/05/2025 at at 11-00 p.m: [257, 454, 448, 516]
signed-date: ಸಹಿ/- 29-04-2025: [586, 1044, 656, 1054]
lake-byline: ವಿಜಯನಗರವಾಣಿ ಸುದ್ದಿ: [470, 1286, 525, 1295]
notice-through: ಮುಖಾಂತರ: [506, 528, 537, 538]
notice-place: ಸ್ಥಳ: ಸಿರುಗುಪ್ಪ: [691, 1056, 731, 1066]
notice-case-no: ಕ್ರಿಮಿನಲ್ ಮಿಸಲೇನಿಯಸ್ ನಂ: 266/2025: [477, 739, 602, 749]
camp-article-col2: [248, 1360, 454, 1480]
paper-subtitle-en: KANNADA DAILY MORNING: [484, 116, 691, 133]
notice-case-no: ಕ್ರಿಮಿನಲ್ ಮಿಸಲೇನಿಯಸ್ ನಂ: 267/2025: [691, 739, 816, 749]
sslc-headline-line2: ಫಲಿತಾಂಶ ಮತ್ತೆ ಕುಸಿತ...!: [138, 683, 352, 711]
respondent-role: ......RESPONDENT: [352, 278, 436, 290]
by-order: ನ್ಯಾಯಾಲಯದ ಆದೇಶದ ಪ್ರಕಾರ: [579, 1021, 663, 1031]
student-shirt: [44, 899, 110, 936]
signed-date: ಸಹಿ/- 29-04-2025: [797, 551, 867, 561]
notice-through: ಮುಖಾಂತರ: [720, 551, 751, 561]
kannada-court-notice-268: [684, 160, 886, 680]
kannada-court-notice-267: [684, 688, 886, 1216]
student-shirt: [296, 899, 362, 936]
advocate-title: Advocate,: [273, 618, 316, 630]
notice-to: To, The Thasildar Birth And: [257, 265, 375, 277]
kannada-court-notice-265: [470, 160, 676, 680]
lake-headline-line1: ಜೀರಾಳ್ ಕೆರೆ ಹೂಳೆತ್ತುವ ಕಾಮಗಾರಿ ಸ್ಥಳಕ್ಕೆ ಭೇಟಿ ಪರಿಶೀಲನೆ: [538, 1229, 818, 1245]
student-photo: [288, 828, 370, 936]
notice-paragraph: ಮೇಲೆ ಹೆಸರಿಸಿದ ಅವರಾಧಿಕ ಸಂಕೀರ್ಣ ಸಂಖ್ಯೆ: 266/2025 ಸಲ್ಲಿಸಿದ ಅರ್ಜಿಯಲ್ಲಿ ಅರ್ಜಿದಾರರ ತಂದೆಯಾದ ಸೋಮಯ್ಯ ತಂದೆ ನರಸಪ್ಪ (SOMAYYA S/o. NARASAPPA) ಇವರು ದಿನಾಂಕ: 10-07-1995ರಂದು ಸಿರುಗುಪ್ಪ ತಾಲೂಕಿನ ನಾಡಂಗ ಗ್ರಾಮದ ಅರ್ಜಿದಾರರ ಮನೆಯಲ್ಲಿ ಮರಣ ಹೊಂದಿರುತ್ತಾರೆ. ಇವರ ಮರಣ ಪತ್ರವನ್ನು ಪಡೆಯಲು ಮಾನ್ಯ ನ್ಯಾಯಾಲಯದಲ್ಲಿ ಅರ್ಜಿದಾರರು ಅರ್ಜಿಯನ್ನು ಸಲ್ಲಿಸಿದ್ದು, ನ್ಯಾಯಾಲಯವು ತಮ್ಮ ಹಾಜರಾತಿಗಾಗಿ 29-05-2025 ದಿನದಂದು 11 ಗಂಟೆಗೆ ಈ ಅರ್ಜಿಗೆ ಸಂಬಂಧಿಸಿದಂತೆ ಉತ್ತರಿಸುವುದಕ್ಕಾಗಿ ನೀವು ಖುದ್ದಾಗಿ ಅಥವಾ ನಿಯಂತ್ರಣ ಮಾಡಿಕೆ ಪಡೆದಿರುವ ಮತ್ತು ಎಲ್ಲಾ ಪ್ರಶ್ನೆಗಳಿಗೆ ಉತ್ತರಿಸುವ ವಕೀಲರ ಮೂಲಕ ಹಾಜರಾಗಬೇಕೆಂದು ಈ ನೋಟೀಸನ್ನು ಈ ಪ್ರಕಟಣೆ ಮೂಲಕ ಹೊರಡಿಸಲಾಗಿದೆ ಮತ್ತು ನಿಮ್ಮ ಹಾಜರಾತಿಗಾಗಿ ಮೇಲಿನ ದಿನಾಂಕವನ್ನು ನಿಗದಿಪಡಿಸಲಾಗಿದೆ.: [477, 820, 669, 957]
notice-paragraph: ಈ ಮೇಲಿನಂತೆ ನಿಗದಿಪಡಿಸಿದ ದಿನದಂದು ಹಾಜರಾಗಲು ನೀವು ತಪ್ಪಿದಲ್ಲಿ ಸದರಿ ಅರ್ಜಿಯನ್ನು ಏಕಪಕ್ಷೀಯವಾಗಿ ವಿಚಾರಣೆ ಮಾಡಲಾಗುವುದೆಂದು ಹಾಗೂ ತೀರ್ಮಾನಿಸಲಾಗುವುದೆಂದು ಈ ಪ್ರಕಟಣೆ ಮೂಲಕ ತಿಳಿಸಲಾಗಿದೆ.: [477, 959, 669, 992]
advocate-place: ವಕೀಲರು, ಸಿರುಗುಪ್ಪ: [691, 1107, 743, 1117]
respondent-name: Death siruguppa: [257, 278, 326, 290]
notice-body: WHEREAS, The above named petitioner herein has instituted the above petition U/S13 (3) of Birth and Deaths Registrar Act 1969 against the respondents for the poroose of seeking death certificate of the petitioner's father by name s. DURUGAPPA HARIJANA S/O HANUMANTHAMMA (Who was died on 25-11-2025 at the residence of the petitioner.: [257, 340, 448, 453]
notice-versus: ವಿರುದ್ಧ: [776, 246, 794, 256]
notice-date: ದಿನಾಂಕ 10/2/2025: [691, 1067, 759, 1077]
student-shirt: [296, 789, 362, 826]
notice-body: Given under my hand and seal of this Court on this 29 th day of april 2025: [42, 555, 232, 580]
notice-to: To, The Thasildar Birth And: [42, 265, 160, 277]
student-photo: [36, 718, 118, 826]
notice-court: ಮಾನ್ಯ ಸಿ.ವಿ.ಲ್ ಮತ್ತು ಜೆ.ಎಮ್.ಎಫ್.ಸಿ. ನ್ಯಾಯಧೀಶರ ನ್ಯಾಯಾಲಯ ಸಿರುಗುಪ್ಪ: [685, 691, 885, 735]
sslc-article-col1: [36, 940, 242, 1324]
notice-body: Given under my hand and seal of this Court on this 29 th day of april 2025: [257, 568, 448, 593]
student-shirt: [212, 899, 278, 936]
camp-article: [36, 1360, 454, 1480]
advocate-name: M.j. Khadar basha: [691, 563, 781, 576]
notice-respondents: ಮಾನ್ಯ ತಹಶೀಲ್ದಾರರು 1.ಜನನ ಮತ್ತು ಮರಣ ನೊಂದಣಿ ಅಧಿಕಾರಿಗಳು, ತಹಶೀಲ್ ಕಾರ್ಯಾಲಯ ಸಿರುಗುಪ್ಪ 2.ಸಂಬಂಧಪಟ್ಟ ಇತರೆ ತಕರಾರುದಾರರು: [477, 785, 669, 807]
notice-respondents: 1. ಮಾನ್ಯ ತಹಶೀಲ್ದಾರರು ಜನನ ಮತ್ತು ಮರಣ ನೊಂದಣಿ ಅಧಿಕಾರಿಗಳು, ತಹಶೀಲ್ ಕಾರ್ಯಾಲಯ ಸಿರುಗುಪ್ಪ 2. ಸಂಬಂಧಪಟ್ಟ ಇತರೆ ತಕರಾರುದಾರರು: [477, 257, 661, 290]
notice-respondent: [42, 279, 232, 292]
notice-applicant: ಅರ್ಜಿದಾರರು:- ಗೌರಮ್ಮ ಕೆ. ಗಂಡ ರಾಮಲಿಂಗಪ್ಪ ವಯಸ್ಸು 71 ವರ್ಷ , ಉದ್ಯೋಗ ಮನೆಕೆಲಸ ಸಾ|ನಾಡಂಗ ತಾ|ಸಿರುಗುಪ್ಪ ಜಿಲ್ಲಾ|ಬ್ಳಾರಿ: [477, 750, 659, 772]
officer: ಅಧಿಕಾರಿಗಳು ಸಿವಿಲ್ ನ್ಯಾಯಧೀಶರು ಸಿರುಗುಪ್ಪ: [786, 1091, 878, 1112]
student-hair: [145, 735, 178, 759]
notice-paragraph: ಮೇಲೆ ಹೆಸರಿಸಿದ ಅವರಾಧಿಕ ಸಂಕೀರ್ಣ ಸಂಖ್ಯೆ: 265/2025 ಸಲ್ಲಿಸಿದ ಅರ್ಜಿಯಲ್ಲಿ ಅರ್ಜಿದಾರರ ತಾಯಿಯಾದ ಕುರಿನಗಮ್ಮ ಗಂಡ ಸೋಮಯ್ಯ (KURINAGAMMA W/o SOMAYYA) ಇವರು ದಿನಾಂಕ: 10-06-1990 ರಂದು ಸಿರುಗುಪ್ಪ ತಾಲೂಕಿನ ನಾಡಂಗ ಗ್ರಾಮದ ಅರ್ಜಿದಾರರ ಮನೆಯಲ್ಲಿ ಮರಣ ಹೊಂದಿರುತ್ತಾರೆ. ಇವರ ಮರಣ ಪತ್ರವನ್ನು ಪಡೆಯಲು ಮಾನ್ಯ ನ್ಯಾಯಾಲಯದಲ್ಲಿ ಅರ್ಜಿದಾರರು ಅರ್ಜಿಯನ್ನು ಸಲ್ಲಿಸಿದ್ದು, ನ್ಯಾಯಾಲಯವು ತಮ್ಮ ಹಾಜರಾತಿಗಾಗಿ 29-05-2025 ದಿನದಂದು 11 ಗಂಟೆಗೆ ಈ ಅರ್ಜಿಗೆ ಸಂಬಂಧಿಸಿದಂತೆ ಉತ್ತರಿಸುವುದಕ್ಕಾಗಿ ನೀವು ಖುದ್ದಾಗಿ ಅಥವಾ ನಿಯಂತ್ರಣ ಮಾಡಿಕೆ ಪಡೆದಿರುವ ಮತ್ತು ಎಲ್ಲಾ ಪ್ರಶ್ನೆಗಳಿಗೆ ಉತ್ತರಿಸುವ ವಕೀಲರ ಮೂಲಕ ಹಾಜರಾಗಬೇಕೆಂದು ಈ ನೋಟೀಸನ್ನು ಈ ಪ್ರಕಟಣೆ ಮೂಲಕ ಹೊರಡಿಸಲಾಗಿದೆ ಮತ್ತು ನಿಮ್ಮ ಹಾಜರಾತಿಗಾಗಿ ಮೇಲಿನ ದಿನಾಂಕವನ್ನು ನಿಗದಿಪಡಿಸಲಾಗಿದೆ.: [477, 304, 669, 441]
student-shirt: [380, 789, 446, 826]
sslc-article-col2: [248, 940, 454, 1324]
student-hair: [229, 845, 262, 869]
